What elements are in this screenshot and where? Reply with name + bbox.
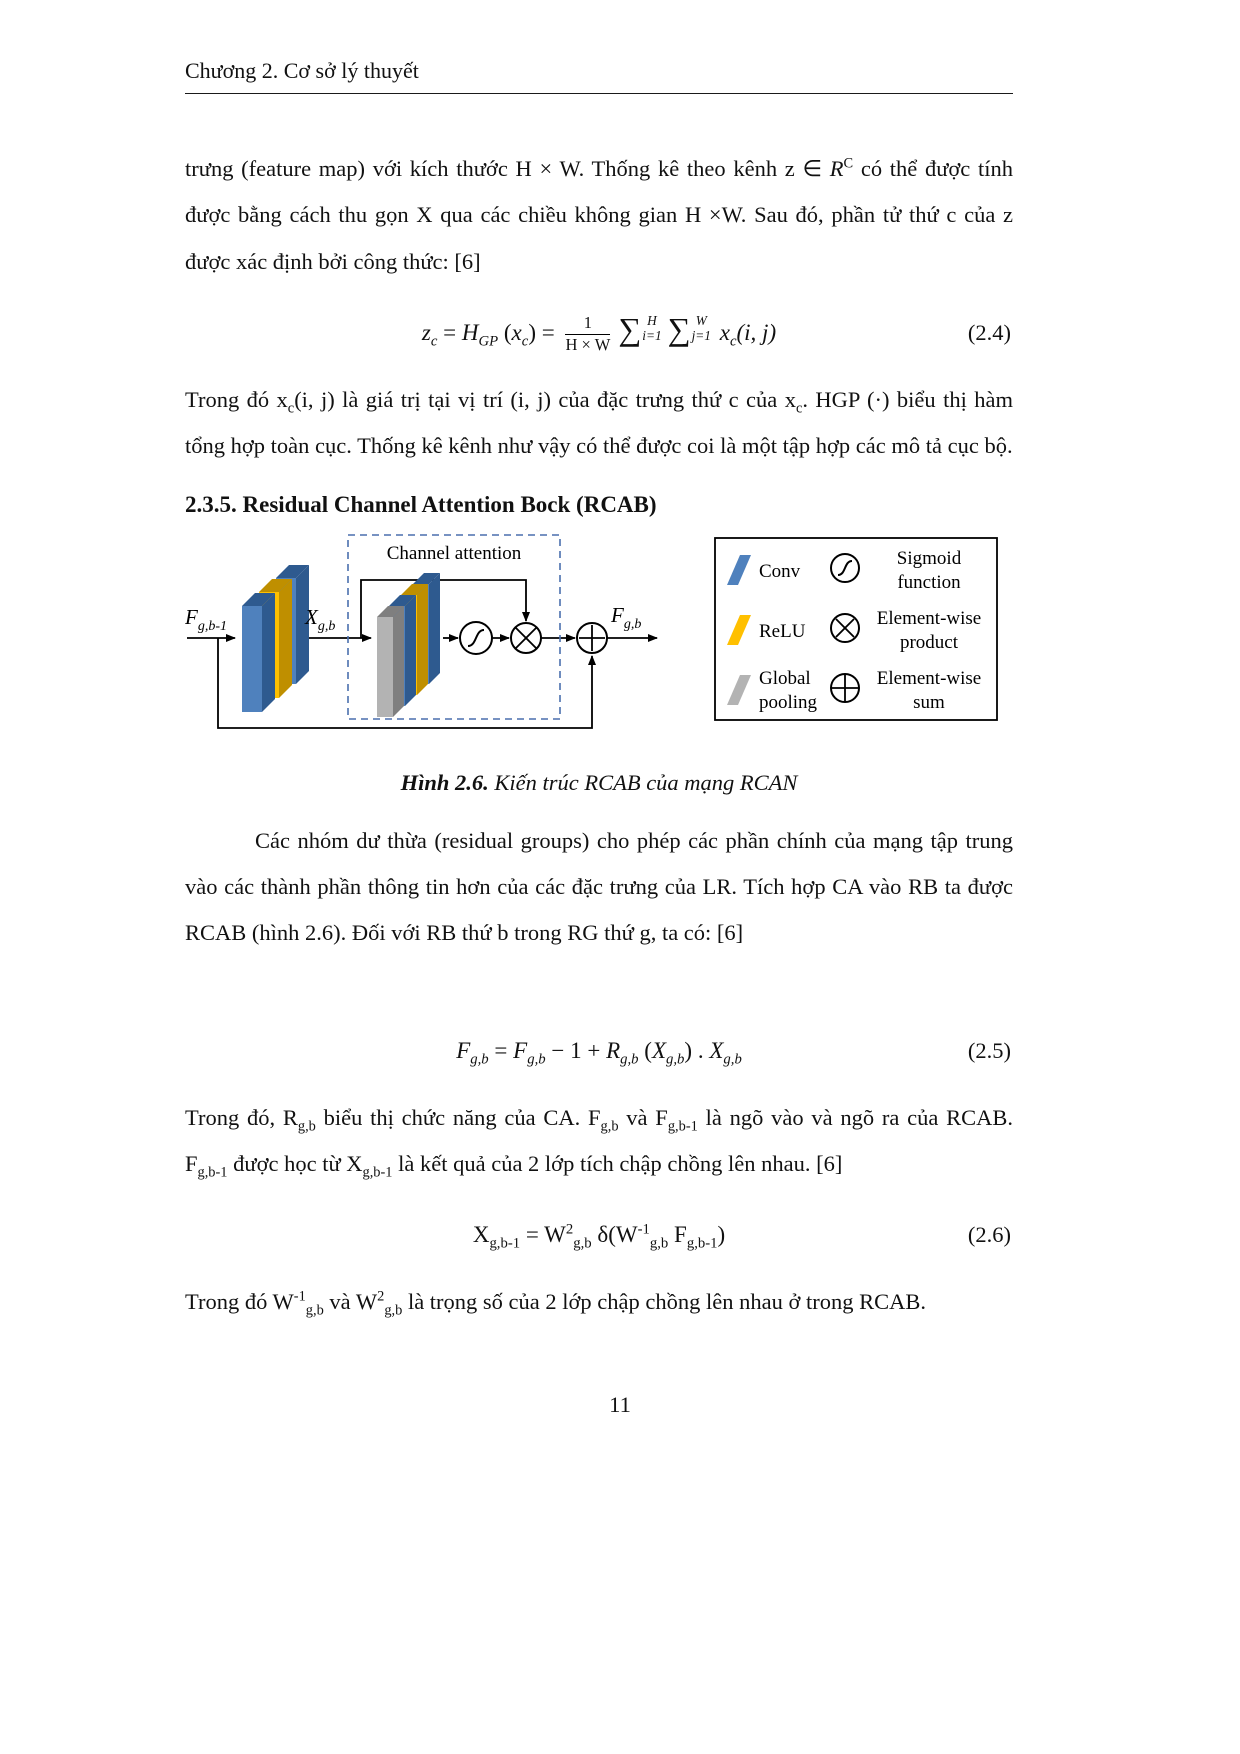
- equation-2-5-body: $F_{g,b} = F_{g,b} - 1 + R_{g,b}$ $(X_{g,b})$ . $X_{g,b}$: [456, 1037, 742, 1068]
- legend-pooling-label-line2: pooling: [759, 691, 818, 713]
- paragraph-residual-groups: Các nhóm dư thừa (residual groups) cho phép các phần chính của mạng tập trung vào các thành phần thông tin hơn của các đặc trưng của LR. Tích hợp CA vào RB ta được RCAB (hình 2.6). Đối với RB thứ b trong RG thứ g, ta có: [6]: [185, 827, 1013, 946]
- figure-caption-label: Hình 2.6.: [400, 769, 489, 795]
- elementwise-sum-icon: [577, 623, 607, 653]
- conv-slab: [242, 593, 275, 712]
- running-header: Chương 2. Cơ sở lý thuyết: [185, 58, 1013, 94]
- legend-sum-label-line1: Element-wise: [876, 667, 982, 689]
- slab-front: [242, 606, 262, 712]
- page-content: [185, 58, 1013, 1326]
- legend-conv-swatch: [727, 555, 751, 585]
- legend-sum-label-line2: sum: [913, 691, 945, 713]
- conv-stack-1: [242, 565, 309, 712]
- equation-2-5: [185, 1015, 1013, 1087]
- input-label: $F_{g,b-1}$: [185, 604, 227, 634]
- page-number: 11: [609, 1392, 631, 1417]
- section-heading-rcab: 2.3.5. Residual Channel Attention Bock (RCAB): [185, 491, 657, 517]
- legend-relu-swatch: [727, 615, 751, 645]
- paragraph-feature-map-intro: trưng (feature map) với kích thước H × W. Thống kê theo kênh z ∈ $R^C$ có thể được tính được bằng cách thu gọn X qua các chiều không gian H ×W. Sau đó, phần tử thứ c của z được xác định bởi công thức: [6]: [185, 155, 1013, 274]
- equation-2-4: [185, 297, 1013, 369]
- equation-2-5-number: (2.5): [967, 1037, 1011, 1063]
- figure-caption-text: Kiến trúc RCAB của mạng RCAN: [488, 769, 798, 795]
- equation-2-4-number: (2.4): [967, 320, 1011, 346]
- legend-relu-label: ReLU: [759, 620, 806, 642]
- paragraph-weights-note: Trong đó $W^{-1}_{g,b}$ và $W^2_{g,b}$ là trọng số của 2 lớp chập chồng lên nhau ở trong RCAB.: [185, 1288, 927, 1319]
- slab-side: [405, 595, 416, 706]
- legend: [715, 538, 997, 720]
- global-pooling-slab: [377, 606, 404, 717]
- rcab-diagram: [185, 532, 1013, 737]
- equation-2-6-body: $X_{g,b-1} = W^2_{g,b}$ $\delta(W^{-1}_{g,b}$ $F_{g,b-1}$): [472, 1221, 726, 1253]
- slab-side: [417, 584, 428, 695]
- sigmoid-icon: [460, 622, 492, 654]
- x-label: $X_{g,b}$: [305, 604, 336, 634]
- elementwise-product-icon: [511, 623, 541, 653]
- legend-product-label-line1: Element-wise: [876, 607, 982, 629]
- equation-2-6: [185, 1199, 1013, 1271]
- legend-sigmoid-label-line2: function: [897, 571, 961, 593]
- legend-product-icon: [831, 614, 859, 642]
- slab-side: [429, 573, 440, 684]
- equation-2-4-body: $z_c = H_{GP}$ $(x_c)$ = $\frac{1}{H \times W}$ ∑ H i=1 ∑ W j=1 $x_c(i$, j): [421, 310, 777, 354]
- channel-attention-label: Channel attention: [386, 542, 522, 564]
- legend-conv-label: Conv: [759, 560, 801, 582]
- legend-sigmoid-label-line1: Sigmoid: [896, 547, 962, 569]
- paragraph-rgb-explanation: Trong đó, $R_{g,b}$ biểu thị chức năng của CA. $F_{g,b}$ và $F_{g,b-1}$ là ngõ vào và ngõ ra của RCAB. $F_{g,b-1}$ được học từ $X_{g,b-1}$ là kết quả của 2 lớp tích chập chồng lên nhau. [6]: [185, 1104, 1014, 1181]
- legend-pooling-swatch: [727, 675, 751, 705]
- legend-sigmoid-icon: [831, 554, 859, 582]
- figure-rcab: [185, 532, 1013, 742]
- legend-sum-icon: [831, 674, 859, 702]
- paragraph-hgp-explanation: Trong đó $x_c(i$, j) là giá trị tại vị trí (i, j) của đặc trưng thứ c của $x_c$. HGP (·) biểu thị hàm tổng hợp toàn cục. Thống kê kênh như vậy có thể được coi là một tập hợp các mô tả cục bộ.: [185, 387, 1013, 459]
- slab-side: [279, 579, 292, 698]
- output-label: $F_{g,b}$: [611, 602, 642, 632]
- legend-product-label-line2: product: [899, 631, 959, 653]
- channel-attention-stack: [377, 573, 440, 717]
- slab-side: [393, 606, 404, 717]
- figure-caption: [185, 770, 1013, 796]
- slab-side: [262, 593, 275, 712]
- slab-front: [377, 617, 393, 717]
- legend-pooling-label-line1: Global: [759, 667, 811, 689]
- equation-2-6-number: (2.6): [967, 1222, 1011, 1248]
